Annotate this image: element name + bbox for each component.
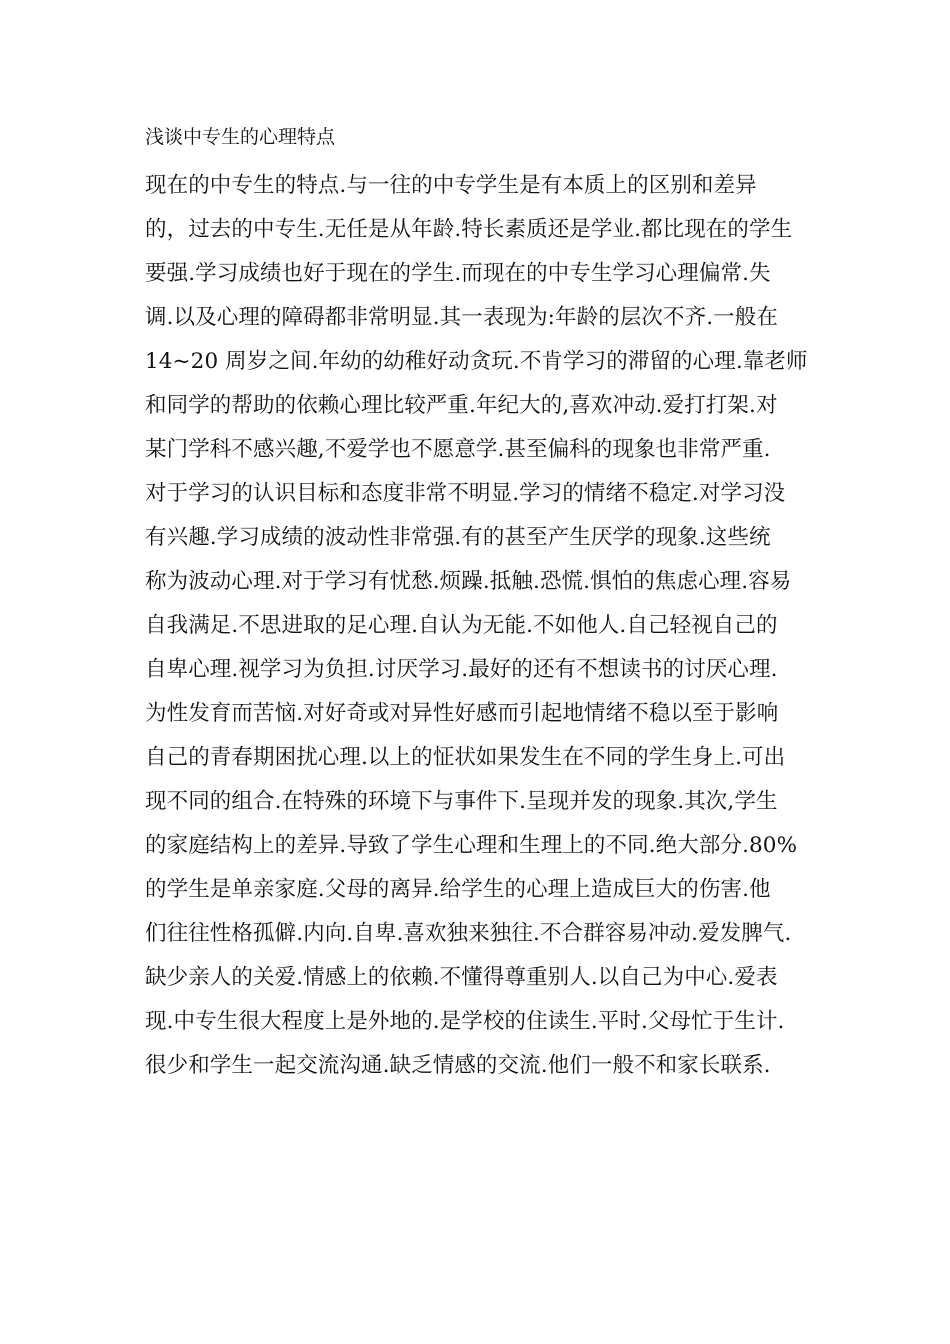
text-line: 14~20 周岁之间.年幼的幼稚好动贪玩.不肯学习的滞留的心理.靠老师 xyxy=(145,349,808,374)
text-line: 现.中专生很大程度上是外地的.是学校的住读生.平时.父母忙于生计. xyxy=(145,1009,785,1034)
body-paragraph xyxy=(145,171,815,1095)
text-line: 自我满足.不思进取的足心理.自认为无能.不如他人.自己轻视自己的 xyxy=(145,613,778,638)
text-line: 自己的青春期困扰心理.以上的怔状如果发生在不同的学生身上.可出 xyxy=(145,745,786,770)
text-line: 缺少亲人的关爱.情感上的依赖.不懂得尊重别人.以自己为中心.爱表 xyxy=(145,965,778,990)
text-line: 们往往性格孤僻.内向.自卑.喜欢独来独往.不合群容易冲动.爱发脾气. xyxy=(145,921,792,946)
text-line: 有兴趣.学习成绩的波动性非常强.有的甚至产生厌学的现象.这些统 xyxy=(145,525,771,550)
text-line: 要强.学习成绩也好于现在的学生.而现在的中专生学习心理偏常.失 xyxy=(145,261,771,286)
text-line: 的学生是单亲家庭.父母的离异.给学生的心理上造成巨大的伤害.他 xyxy=(145,877,771,902)
text-line: 的家庭结构上的差异.导致了学生心理和生理上的不同.绝大部分.80% xyxy=(145,833,798,858)
text-line: 现在的中专生的特点.与一往的中专学生是有本质上的区别和差异 xyxy=(145,173,757,198)
text-line: 某门学科不感兴趣,不爱学也不愿意学.甚至偏科的现象也非常严重. xyxy=(145,437,771,462)
text-line: 现不同的组合.在特殊的环境下与事件下.呈现并发的现象.其次,学生 xyxy=(145,789,778,814)
text-line: 调.以及心理的障碍都非常明显.其一表现为:年龄的层次不齐.一般在 xyxy=(145,305,778,330)
text-line: 为性发育而苦恼.对好奇或对异性好感而引起地情绪不稳以至于影响 xyxy=(145,701,779,726)
text-line: 称为波动心理.对于学习有忧愁.烦躁.抵触.恐慌.惧怕的焦虑心理.容易 xyxy=(145,569,792,594)
text-line: 自卑心理.视学习为负担.讨厌学习.最好的还有不想读书的讨厌心理. xyxy=(145,657,778,682)
text-line: 很少和学生一起交流沟通.缺乏情感的交流.他们一般不和家长联系. xyxy=(145,1053,771,1078)
text-line: 的，过去的中专生.无任是从年龄.特长素质还是学业.都比现在的学生 xyxy=(145,217,793,242)
text-line: 对于学习的认识目标和态度非常不明显.学习的情绪不稳定.对学习没 xyxy=(145,481,786,506)
text-line: 和同学的帮助的依赖心理比较严重.年纪大的,喜欢冲动.爱打打架.对 xyxy=(145,393,778,418)
document-title: 浅谈中专生的心理特点 xyxy=(145,126,336,148)
